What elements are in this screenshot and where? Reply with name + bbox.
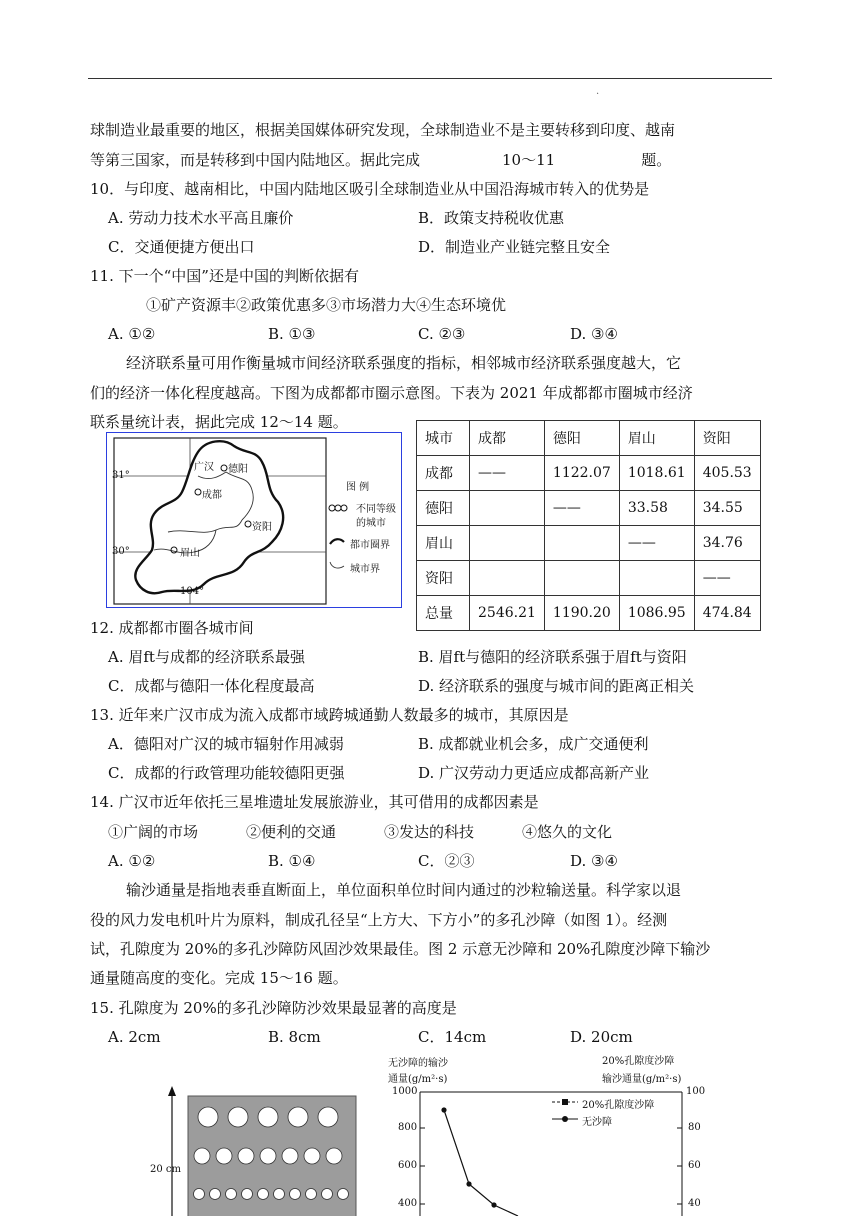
map-legend-metro-border: 都市圈界 — [350, 540, 390, 551]
map-lon-104: 104° — [180, 586, 205, 597]
map-city-deyang: 德阳 — [228, 464, 248, 475]
q14-option-c: C．②③ — [418, 852, 475, 870]
table-cell: 德阳 — [417, 491, 470, 526]
map-city-guanghan: 广汉 — [194, 462, 214, 473]
map-lat-31: 31° — [112, 470, 130, 481]
q10-option-c: C．交通便捷方便出口 — [108, 238, 255, 256]
table-cell — [470, 526, 545, 561]
passage3-line-1: 输沙通量是指地表垂直断面上，单位面积单位时间内通过的沙粒输送量。科学家以退 — [126, 881, 682, 899]
map-legend-city-1: 不同等级 — [356, 504, 396, 515]
table-cell: 405.53 — [694, 456, 760, 491]
q13-option-a: A．德阳对广汉的城市辐射作用减弱 — [108, 735, 344, 753]
table-cell: —— — [619, 526, 694, 561]
table-header-cell: 眉山 — [619, 421, 694, 456]
intro-line-1: 球制造业最重要的地区，根据美国媒体研究发现，全球制造业不是主要转移到印度、越南 — [90, 121, 676, 139]
q11-stem: 11. 下一个“中国”还是中国的判断依据有 — [90, 267, 359, 285]
fig2-right-tick: 60 — [688, 1160, 701, 1171]
q13-option-b: B. 成都就业机会多，成广交通便利 — [418, 735, 649, 753]
porous-sand-barrier-figure — [140, 1086, 370, 1216]
q11-option-b: B. ①③ — [268, 325, 316, 343]
q11-option-a: A. ①② — [108, 325, 156, 343]
q14-item-4: ④悠久的文化 — [522, 823, 613, 841]
fig2-legend-barrier: 20%孔隙度沙障 — [582, 1100, 655, 1111]
q12-option-b: B. 眉ft与德阳的经济联系强于眉ft与资阳 — [418, 648, 687, 666]
q14-option-d: D. ③④ — [570, 852, 618, 870]
table-row — [417, 456, 761, 491]
table-cell: 成都 — [417, 456, 470, 491]
header-dot: . — [596, 86, 600, 97]
fig2-legend-no-barrier: 无沙障 — [582, 1117, 612, 1128]
q13-option-c: C．成都的行政管理功能较德阳更强 — [108, 764, 345, 782]
table-row — [417, 596, 761, 631]
q10-option-b: B．政策支持税收优惠 — [418, 209, 565, 227]
table-cell: 2546.21 — [470, 596, 545, 631]
q12-option-d: D. 经济联系的强度与城市间的距离正相关 — [418, 677, 695, 695]
q11-option-c: C. ②③ — [418, 325, 466, 343]
table-cell: —— — [470, 456, 545, 491]
fig2-left-title-2: 通量(g/m²·s) — [388, 1074, 448, 1085]
table-cell — [544, 561, 619, 596]
table-row — [417, 526, 761, 561]
passage3-line-2: 役的风力发电机叶片为原料，制成孔径呈“上方大、下方小”的多孔沙障（如图 1）。经测 — [90, 911, 668, 929]
table-cell: —— — [544, 491, 619, 526]
q13-stem: 13. 近年来广汉市成为流入成都市域跨城通勤人数最多的城市，其原因是 — [90, 706, 569, 724]
q11-items: ①矿产资源丰②政策优惠多③市场潜力大④生态环境优 — [146, 296, 507, 314]
passage2-line-3: 联系量统计表，据此完成 12～14 题。 — [90, 413, 348, 431]
economic-linkage-table — [416, 420, 761, 631]
map-lat-30: 30° — [112, 546, 130, 557]
map-city-chengdu: 成都 — [202, 490, 222, 501]
fig2-left-title-1: 无沙障的输沙 — [388, 1058, 448, 1069]
q10-stem: 10．与印度、越南相比，中国内陆地区吸引全球制造业从中国沿海城市转入的优势是 — [90, 180, 650, 198]
q14-item-3: ③发达的科技 — [384, 823, 475, 841]
q12-option-a: A. 眉ft与成都的经济联系最强 — [108, 648, 305, 666]
q13-option-d: D. 广汉劳动力更适应成都高新产业 — [418, 764, 650, 782]
table-cell: 474.84 — [694, 596, 760, 631]
map-city-ziyang: 资阳 — [252, 522, 272, 533]
fig2-right-tick: 40 — [688, 1198, 701, 1209]
map-city-meishan: 眉山 — [180, 548, 200, 559]
table-header-cell: 成都 — [470, 421, 545, 456]
q15-option-b: B. 8cm — [268, 1028, 321, 1046]
table-cell: —— — [694, 561, 760, 596]
intro-line-2-text: 等第三国家，而是转移到中国内陆地区。据此完成 — [90, 151, 421, 169]
intro-line-2 — [90, 150, 671, 170]
q10-option-a: A. 劳动力技术水平高且廉价 — [108, 209, 294, 227]
q14-item-1: ①广阔的市场 — [108, 823, 199, 841]
table-row — [417, 491, 761, 526]
intro-tail: 题。 — [641, 151, 672, 169]
table-header-cell: 德阳 — [544, 421, 619, 456]
table-cell: 1086.95 — [619, 596, 694, 631]
fig2-right-title-1: 20%孔隙度沙障 — [602, 1056, 675, 1067]
q15-option-c: C．14cm — [418, 1028, 487, 1046]
table-header-row — [417, 421, 761, 456]
table-cell: 1190.20 — [544, 596, 619, 631]
table-row — [417, 561, 761, 596]
table-cell: 34.76 — [694, 526, 760, 561]
sand-flux-chart — [380, 1086, 720, 1216]
table-cell — [544, 526, 619, 561]
fig2-right-tick: 100 — [686, 1086, 706, 1097]
table-cell: 眉山 — [417, 526, 470, 561]
fig2-right-title-2: 输沙通量(g/m²·s) — [602, 1074, 682, 1085]
table-cell — [470, 561, 545, 596]
q14-stem: 14. 广汉市近年依托三星堆遗址发展旅游业，其可借用的成都因素是 — [90, 793, 539, 811]
q14-item-2: ②便利的交通 — [246, 823, 337, 841]
fig2-right-tick: 80 — [688, 1122, 701, 1133]
q14-option-b: B. ①④ — [268, 852, 316, 870]
passage2-line-1: 经济联系量可用作衡量城市间经济联系强度的指标，相邻城市经济联系强度越大，它 — [126, 354, 682, 372]
fig2-left-tick: 400 — [398, 1198, 418, 1209]
table-cell — [619, 561, 694, 596]
map-legend-city-border: 城市界 — [350, 564, 380, 575]
q11-option-d: D. ③④ — [570, 325, 618, 343]
table-cell: 34.55 — [694, 491, 760, 526]
fig1-height-label: 20 cm — [150, 1164, 181, 1175]
table-header-cell: 资阳 — [694, 421, 760, 456]
q10-option-d: D．制造业产业链完整且安全 — [418, 238, 611, 256]
passage2-line-2: 们的经济一体化程度越高。下图为成都都市圈示意图。下表为 2021 年成都都市圈城市经济 — [90, 384, 693, 402]
table-cell: 1018.61 — [619, 456, 694, 491]
q12-option-c: C．成都与德阳一体化程度最高 — [108, 677, 315, 695]
table-cell — [470, 491, 545, 526]
map-legend-title: 图 例 — [346, 482, 370, 493]
table-cell: 资阳 — [417, 561, 470, 596]
intro-range: 10～11 — [502, 151, 556, 169]
fig2-left-tick: 800 — [398, 1122, 418, 1133]
q15-option-a: A. 2cm — [108, 1028, 161, 1046]
header-rule — [88, 78, 772, 79]
map-legend-city-2: 的城市 — [356, 518, 386, 529]
table-cell: 1122.07 — [544, 456, 619, 491]
q12-stem: 12. 成都都市圈各城市间 — [90, 619, 254, 637]
q14-option-a: A. ①② — [108, 852, 156, 870]
q15-stem: 15. 孔隙度为 20%的多孔沙障防沙效果最显著的高度是 — [90, 999, 457, 1017]
passage3-line-4: 通量随高度的变化。完成 15～16 题。 — [90, 969, 348, 987]
table-header-cell: 城市 — [417, 421, 470, 456]
passage3-line-3: 试，孔隙度为 20%的多孔沙障防风固沙效果最佳。图 2 示意无沙障和 20%孔隙度沙障下输沙 — [90, 940, 711, 958]
q15-option-d: D. 20cm — [570, 1028, 633, 1046]
fig2-left-tick: 1000 — [392, 1086, 418, 1097]
table-cell: 总量 — [417, 596, 470, 631]
fig2-left-tick: 600 — [398, 1160, 418, 1171]
table-cell: 33.58 — [619, 491, 694, 526]
